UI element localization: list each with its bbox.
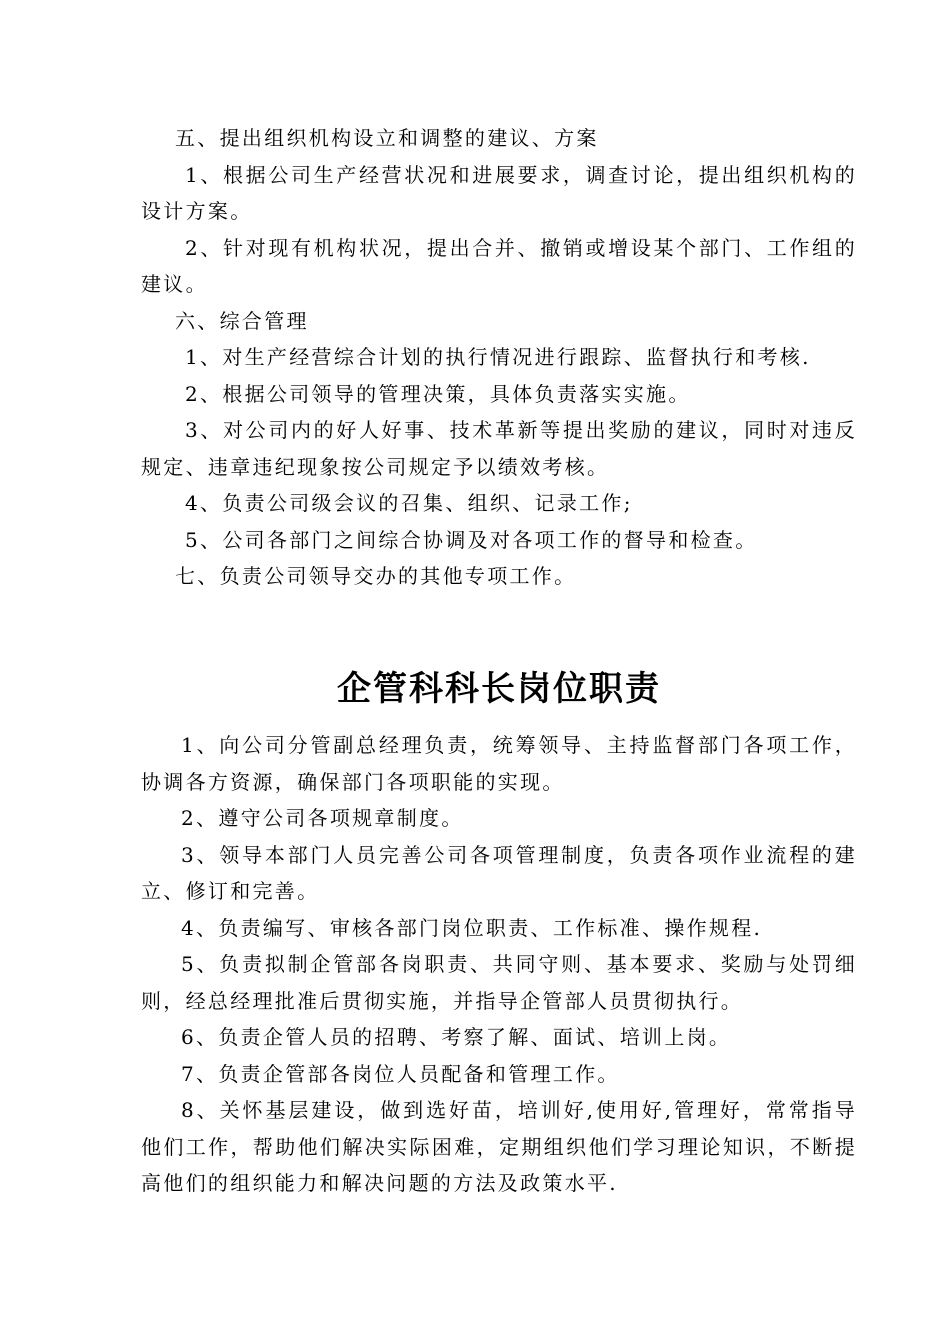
- duty-item: 7、负责企管部各岗位人员配备和管理工作。: [181, 1061, 620, 1086]
- duty-item: 2、遵守公司各项规章制度。: [181, 806, 464, 830]
- duty-item: 5、负责拟制企管部各岗职责、共同守则、基本要求、奖励与处罚细则，经总经理批准后贯彻实施，并指导企管部人员贯彻执行。: [141, 952, 857, 1013]
- duty-item: 4、负责编写、审核各部门岗位职责、工作标准、操作规程.: [181, 915, 763, 940]
- paragraph-item: 1、对生产经营综合计划的执行情况进行跟踪、监督执行和考核.: [185, 345, 811, 369]
- section-manager-duties: [141, 727, 857, 1202]
- paragraph-item: 2、根据公司领导的管理决策，具体负责落实实施。: [185, 381, 691, 406]
- paragraph-item: 5、公司各部门之间综合协调及对各项工作的督导和检查。: [185, 527, 758, 552]
- paragraph-item: 3、对公司内的好人好事、技术革新等提出奖励的建议，同时对违反规定、违章违纪现象按公司规定予以绩效考核。: [141, 418, 857, 479]
- paragraph-item: 2、针对现有机构状况，提出合并、撤销或增设某个部门、工作组的建议。: [141, 235, 857, 296]
- paragraph-item: 1、根据公司生产经营状况和进展要求，调查讨论，提出组织机构的设计方案。: [141, 162, 857, 223]
- document-title: 企管科科长岗位职责: [337, 669, 661, 709]
- section-heading-six: 六、综合管理: [175, 308, 309, 333]
- duty-item: 1、向公司分管副总经理负责，统筹领导、主持监督部门各项工作，协调各方资源，确保部门各项职能的实现。: [141, 733, 857, 794]
- section-org-and-management: [141, 120, 857, 595]
- paragraph-item: 4、负责公司级会议的召集、组织、记录工作;: [185, 491, 633, 515]
- section-heading-five: 五、提出组织机构设立和调整的建议、方案: [175, 126, 599, 150]
- duty-item: 6、负责企管人员的招聘、考察了解、面试、培训上岗。: [181, 1025, 732, 1049]
- duty-item: 8、关怀基层建设，做到选好苗，培训好,使用好,管理好，常常指导他们工作，帮助他们解决实际困难，定期组织他们学习理论知识，不断提高他们的组织能力和解决问题的方法及政策水平.: [141, 1098, 857, 1195]
- section-heading-seven: 七、负责公司领导交办的其他专项工作。: [175, 564, 577, 588]
- duty-item: 3、领导本部门人员完善公司各项管理制度，负责各项作业流程的建立、修订和完善。: [141, 842, 857, 903]
